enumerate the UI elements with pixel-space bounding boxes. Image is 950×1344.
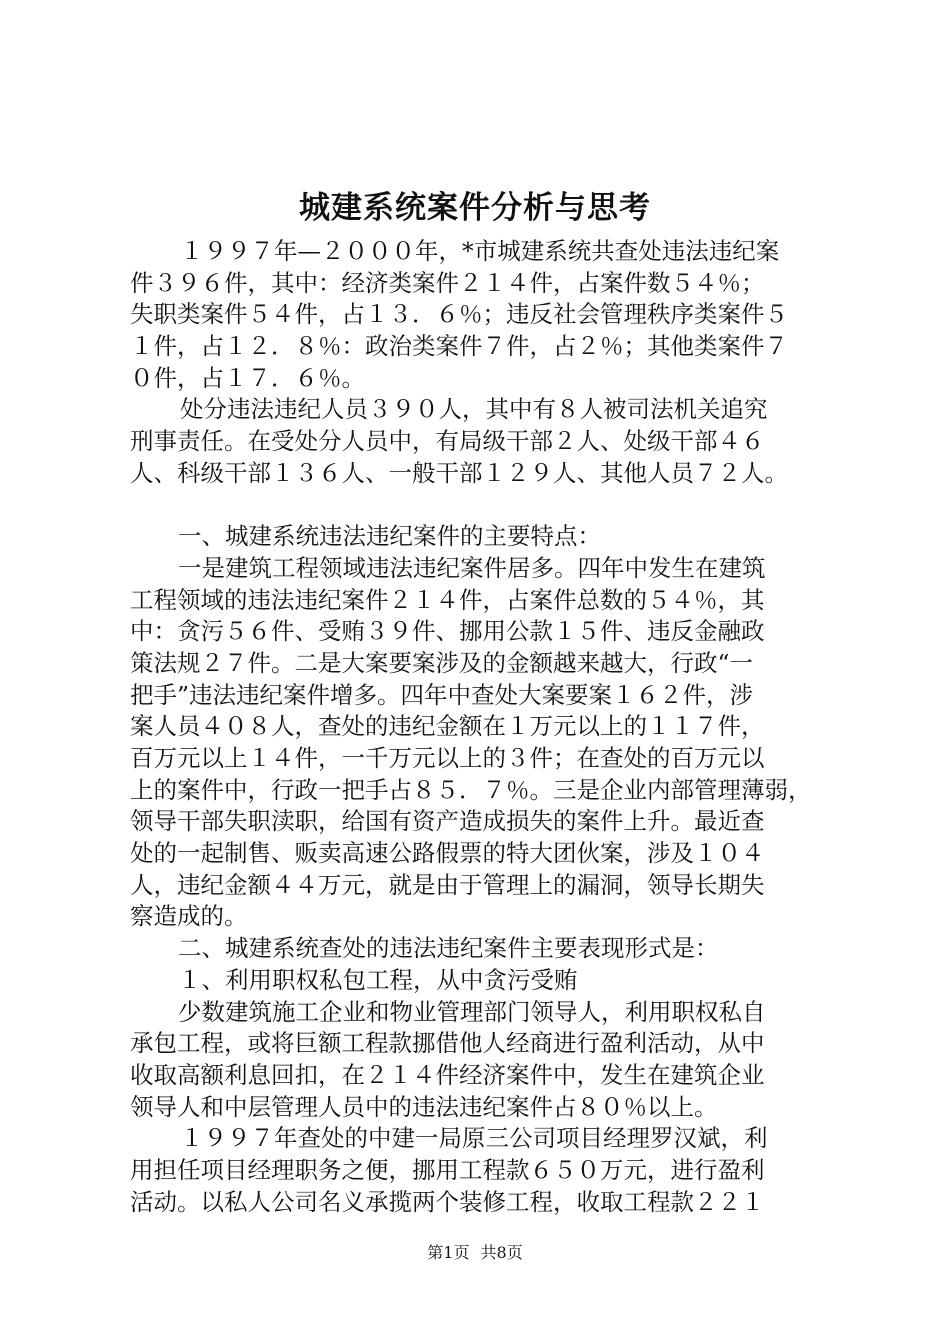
page-footer — [0, 1242, 950, 1264]
paragraph-line: 收取高额利息回扣，在２１４件经济案件中，发生在建筑企业 — [130, 1060, 765, 1089]
paragraph-line: １９９７年—２０００年，*市城建系统共查处违法违纪案 — [180, 237, 780, 265]
paragraph-line: 人，违纪金额４４万元，就是由于管理上的漏洞，领导长期失 — [130, 870, 765, 899]
section-heading: 一、城建系统违法违纪案件的主要特点： — [178, 522, 601, 551]
paragraph-line: 上的案件中，行政一把手占８５．７％。三是企业内部管理薄弱， — [130, 775, 812, 804]
paragraph-line: １９９７年查处的中建一局原三公司项目经理罗汉斌，利 — [180, 1124, 768, 1153]
paragraph-line: 百万元以上１４件，一千万元以上的３件；在查处的百万元以 — [130, 744, 765, 772]
page-total: 共8页 — [480, 1243, 523, 1262]
paragraph-line: 刑事责任。在受处分人员中，有局级干部２人、处级干部４６ — [130, 427, 765, 456]
page-number: 第1页 — [427, 1243, 470, 1262]
paragraph-line: 一是建筑工程领域违法违纪案件居多。四年中发生在建筑 — [178, 553, 766, 582]
paragraph-line: 失职类案件５４件，占１３．６％；违反社会管理秩序类案件５ — [130, 300, 788, 329]
document-body — [130, 236, 830, 1218]
paragraph-line: 人、科级干部１３６人、一般干部１２９人、其他人员７２人。 — [130, 458, 788, 487]
paragraph-line: 察造成的。 — [130, 902, 248, 931]
paragraph-line: 少数建筑施工企业和物业管理部门领导人，利用职权私自 — [178, 997, 766, 1026]
paragraph-line: １件，占１２．８％：政治类案件７件，占２％；其他类案件７ — [130, 332, 788, 361]
paragraph-line: 策法规２７件。二是大案要案涉及的金额越来越大，行政“一 — [130, 648, 754, 677]
paragraph-line: 承包工程，或将巨额工程款挪借他人经商进行盈利活动，从中 — [130, 1029, 765, 1058]
paragraph-line: 领导干部失职渎职，给国有资产造成损失的案件上升。最近查 — [130, 807, 765, 836]
document-title: 城建系统案件分析与思考 — [299, 190, 651, 226]
subsection-heading: １、利用职权私包工程，从中贪污受贿 — [178, 965, 578, 994]
paragraph-line: ０件，占１７．６％。 — [130, 363, 365, 392]
paragraph-line: 处的一起制售、贩卖高速公路假票的特大团伙案，涉及１０４ — [130, 839, 765, 868]
paragraph-line: 中：贪污５６件、受贿３９件、挪用公款１５件、违反金融政 — [130, 617, 765, 646]
paragraph-line: 处分违法违纪人员３９０人，其中有８人被司法机关追究 — [180, 395, 768, 424]
paragraph-gap — [130, 490, 830, 522]
paragraph-line: 用担任项目经理职务之便，挪用工程款６５０万元，进行盈利 — [130, 1155, 765, 1184]
paragraph-line: 活动。以私人公司名义承揽两个装修工程，收取工程款２２１ — [130, 1187, 765, 1216]
paragraph-line: 把手”违法违纪案件增多。四年中查处大案要案１６２件，涉 — [130, 680, 754, 709]
paragraph-line: 工程领域的违法违纪案件２１４件，占案件总数的５４％，其 — [130, 585, 765, 614]
paragraph-line: 件３９６件，其中：经济类案件２１４件，占案件数５４％； — [130, 268, 765, 297]
paragraph-line: 案人员４０８人，查处的违纪金额在１万元以上的１１７件， — [130, 712, 765, 741]
section-heading: 二、城建系统查处的违法违纪案件主要表现形式是： — [178, 934, 719, 963]
paragraph-line: 领导人和中层管理人员中的违法违纪案件占８０％以上。 — [130, 1092, 718, 1121]
